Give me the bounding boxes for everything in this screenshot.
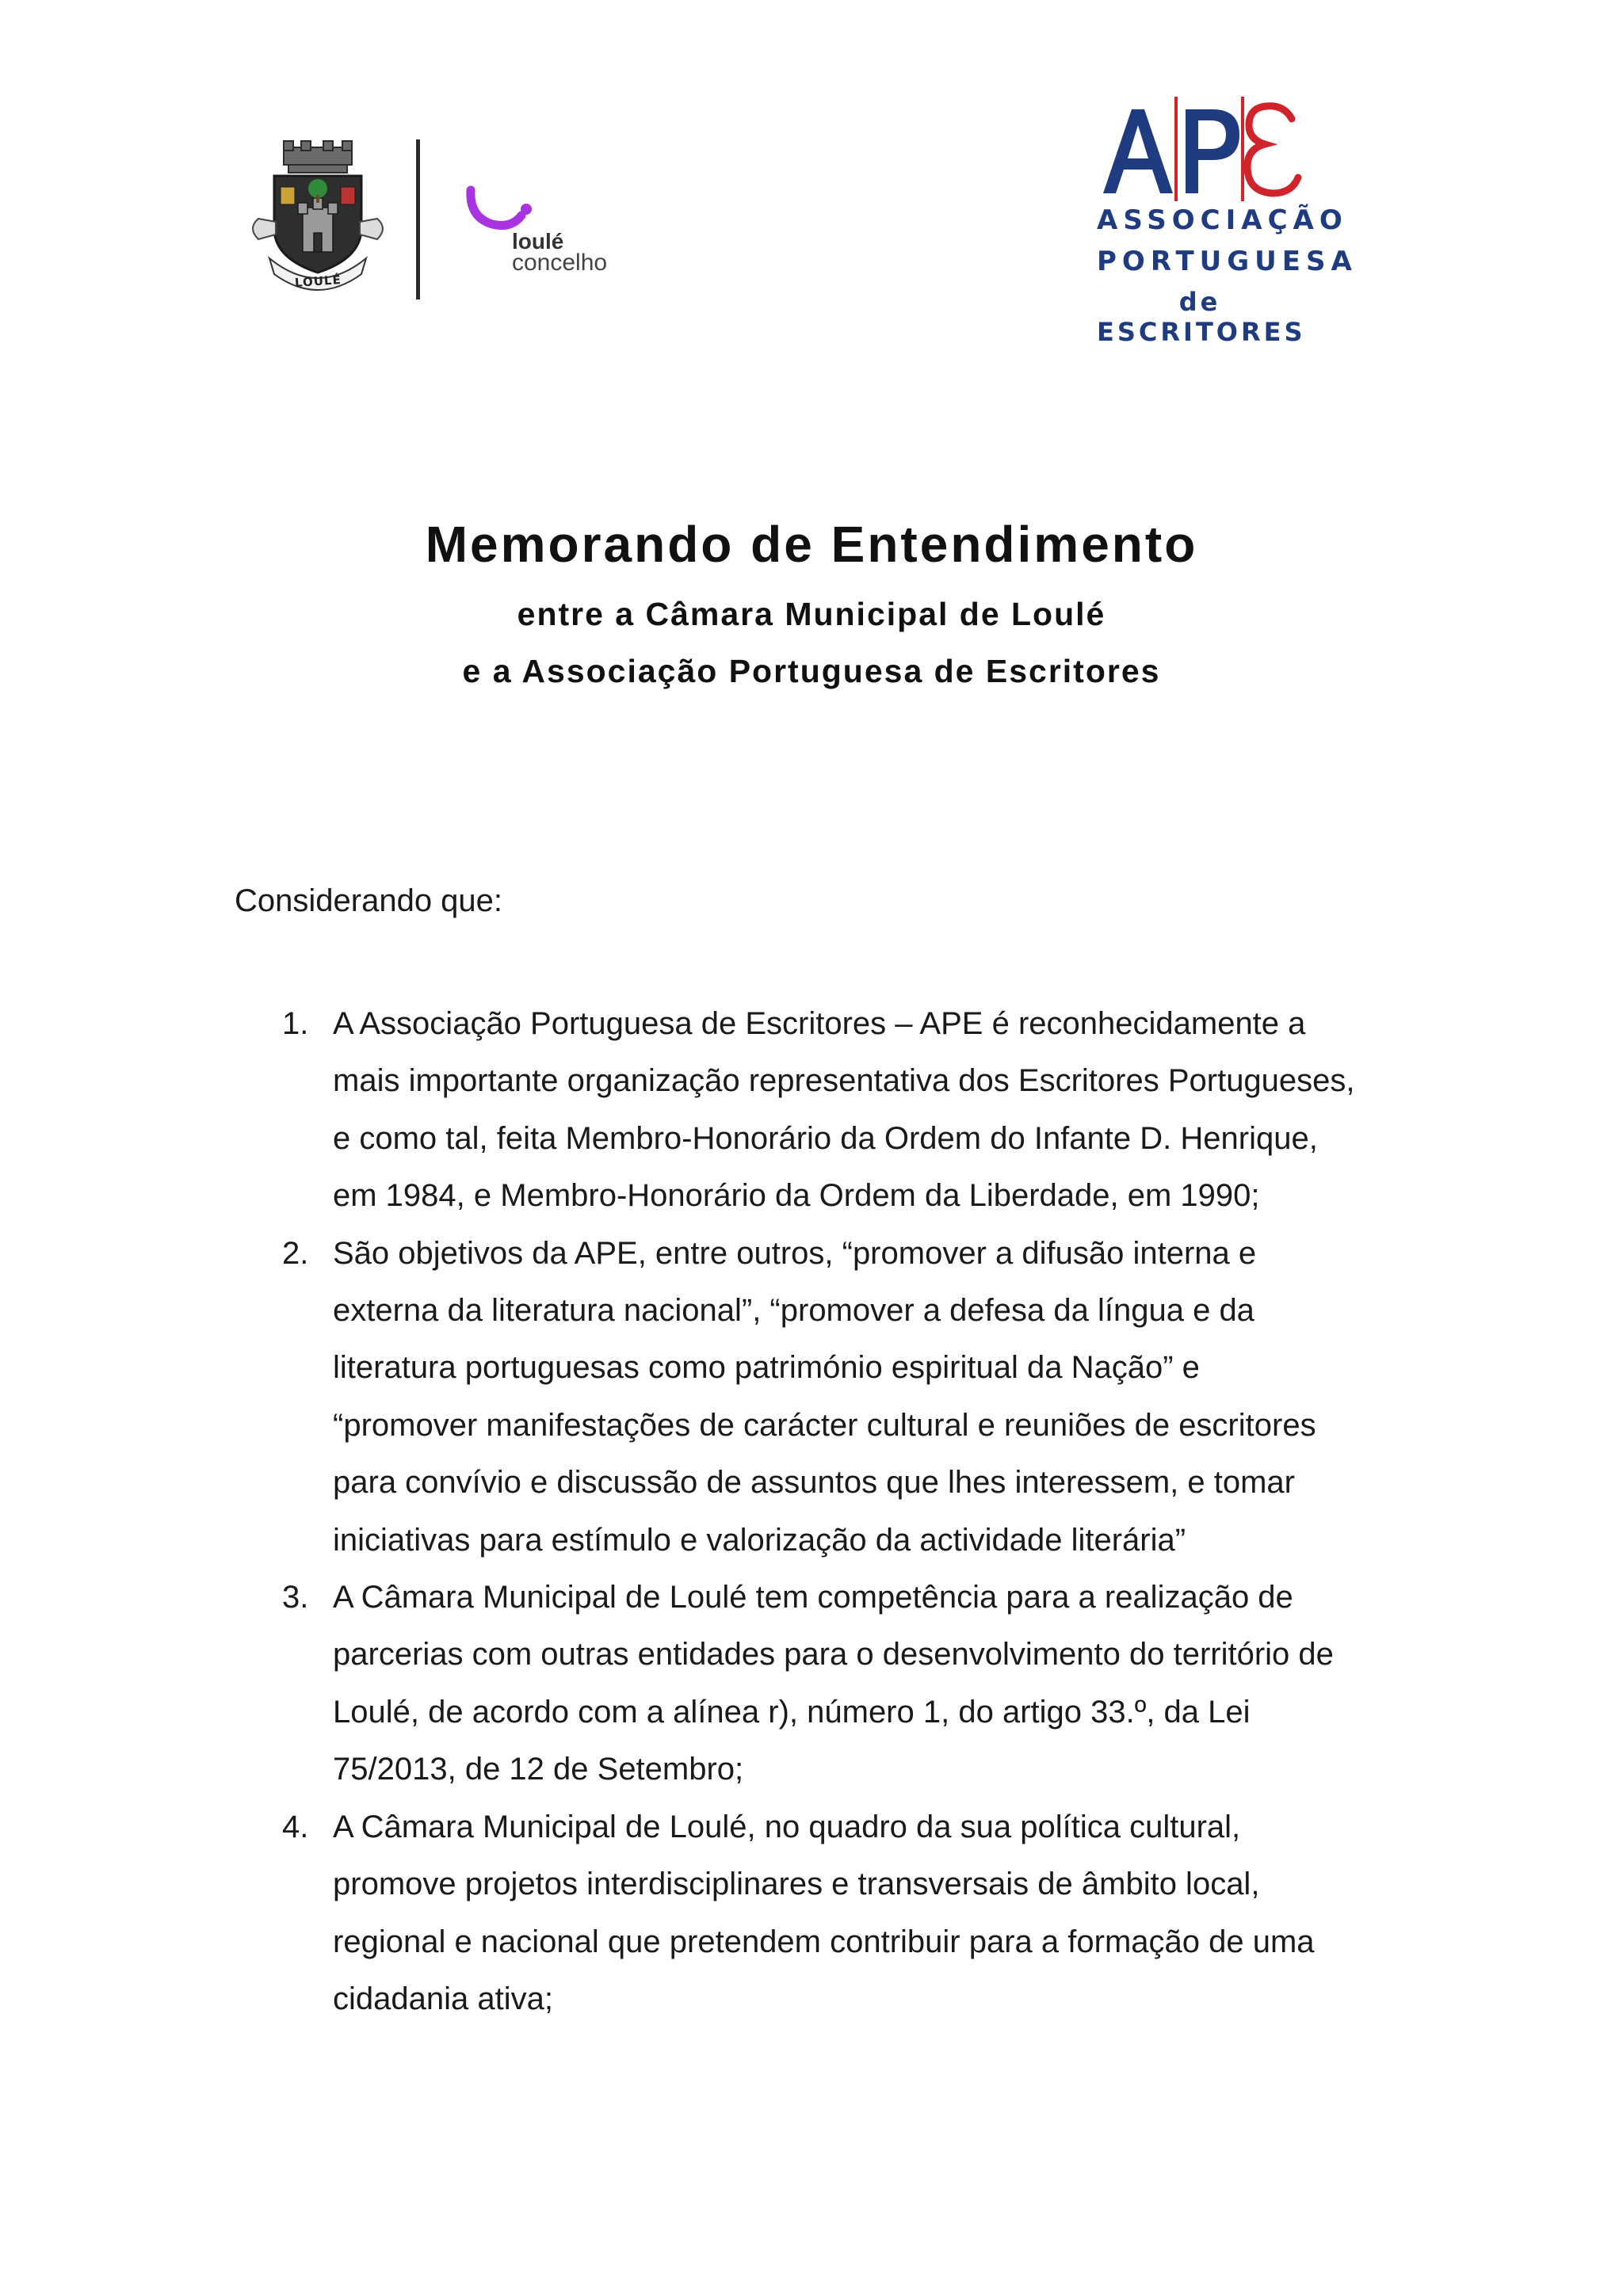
clause-number: 2.	[282, 1235, 309, 1271]
intro-text: Considerando que:	[235, 883, 503, 918]
clause-item	[282, 1569, 1407, 1798]
clause-line: A Câmara Municipal de Loulé tem competência para a realização de	[333, 1580, 1293, 1615]
clause-line: promove projetos interdisciplinares e transversais de âmbito local,	[333, 1867, 1260, 1902]
subtitle-line-1: entre a Câmara Municipal de Loulé	[517, 596, 1106, 632]
clause-line: para convívio e discussão de assuntos que lhes interessem, e tomar	[333, 1465, 1295, 1501]
clause-line: externa da literatura nacional”, “promover a defesa da língua e da	[333, 1293, 1254, 1329]
concelho-logo-word: concelho	[512, 250, 608, 276]
clause-line: literatura portuguesas como património espiritual da Nação” e	[333, 1350, 1200, 1386]
ape-logo-line-escritores: de ESCRITORES	[1097, 287, 1306, 347]
clause-number: 3.	[282, 1580, 309, 1615]
ape-logo-line-associacao: ASSOCIAÇÃO	[1097, 204, 1348, 236]
clause-line: e como tal, feita Membro-Honorário da Ordem do Infante D. Henrique,	[333, 1120, 1318, 1156]
logo-divider	[416, 139, 420, 299]
coat-of-arms-banner-text: LOULÉ	[294, 272, 342, 291]
clause-line: São objetivos da APE, entre outros, “promover a difusão interna e	[333, 1235, 1257, 1271]
clause-line: parcerias com outras entidades para o desenvolvimento do território de	[333, 1637, 1334, 1672]
subtitle-line-2: e a Associação Portuguesa de Escritores	[462, 653, 1161, 689]
clause-item	[282, 1225, 1407, 1569]
loule-logo-word: loulé	[512, 229, 564, 254]
clause-line: Loulé, de acordo com a alínea r), número 1, do artigo 33.º, da Lei	[333, 1694, 1251, 1730]
clause-line: “promover manifestações de carácter cultural e reuniões de escritores	[333, 1407, 1316, 1443]
clause-line: cidadania ativa;	[333, 1981, 553, 2016]
clause-line: em 1984, e Membro-Honorário da Ordem da Liberdade, em 1990;	[333, 1178, 1260, 1214]
clause-number: 1.	[282, 1006, 309, 1041]
ape-letters-icon	[1097, 95, 1303, 206]
clause-list	[282, 995, 1407, 2027]
clause-line: A Associação Portuguesa de Escritores – APE é reconhecidamente a	[333, 1006, 1306, 1041]
clause-line: 75/2013, de 12 de Setembro;	[333, 1752, 744, 1787]
clause-item	[282, 995, 1407, 1225]
clause-line: A Câmara Municipal de Loulé, no quadro da sua política cultural,	[333, 1809, 1241, 1844]
clause-line: mais importante organização representativa dos Escritores Portugueses,	[333, 1063, 1355, 1099]
ape-logo-line-portuguesa: PORTUGUESA	[1097, 246, 1358, 277]
clause-number: 4.	[282, 1809, 309, 1844]
clause-line: iniciativas para estímulo e valorização da actividade literária”	[333, 1522, 1186, 1558]
clause-item	[282, 1798, 1407, 2028]
clause-line: regional e nacional que pretendem contribuir para a formação de uma	[333, 1924, 1315, 1959]
ape-logo	[1097, 95, 1358, 347]
page-title: Memorando de Entendimento	[425, 516, 1198, 573]
